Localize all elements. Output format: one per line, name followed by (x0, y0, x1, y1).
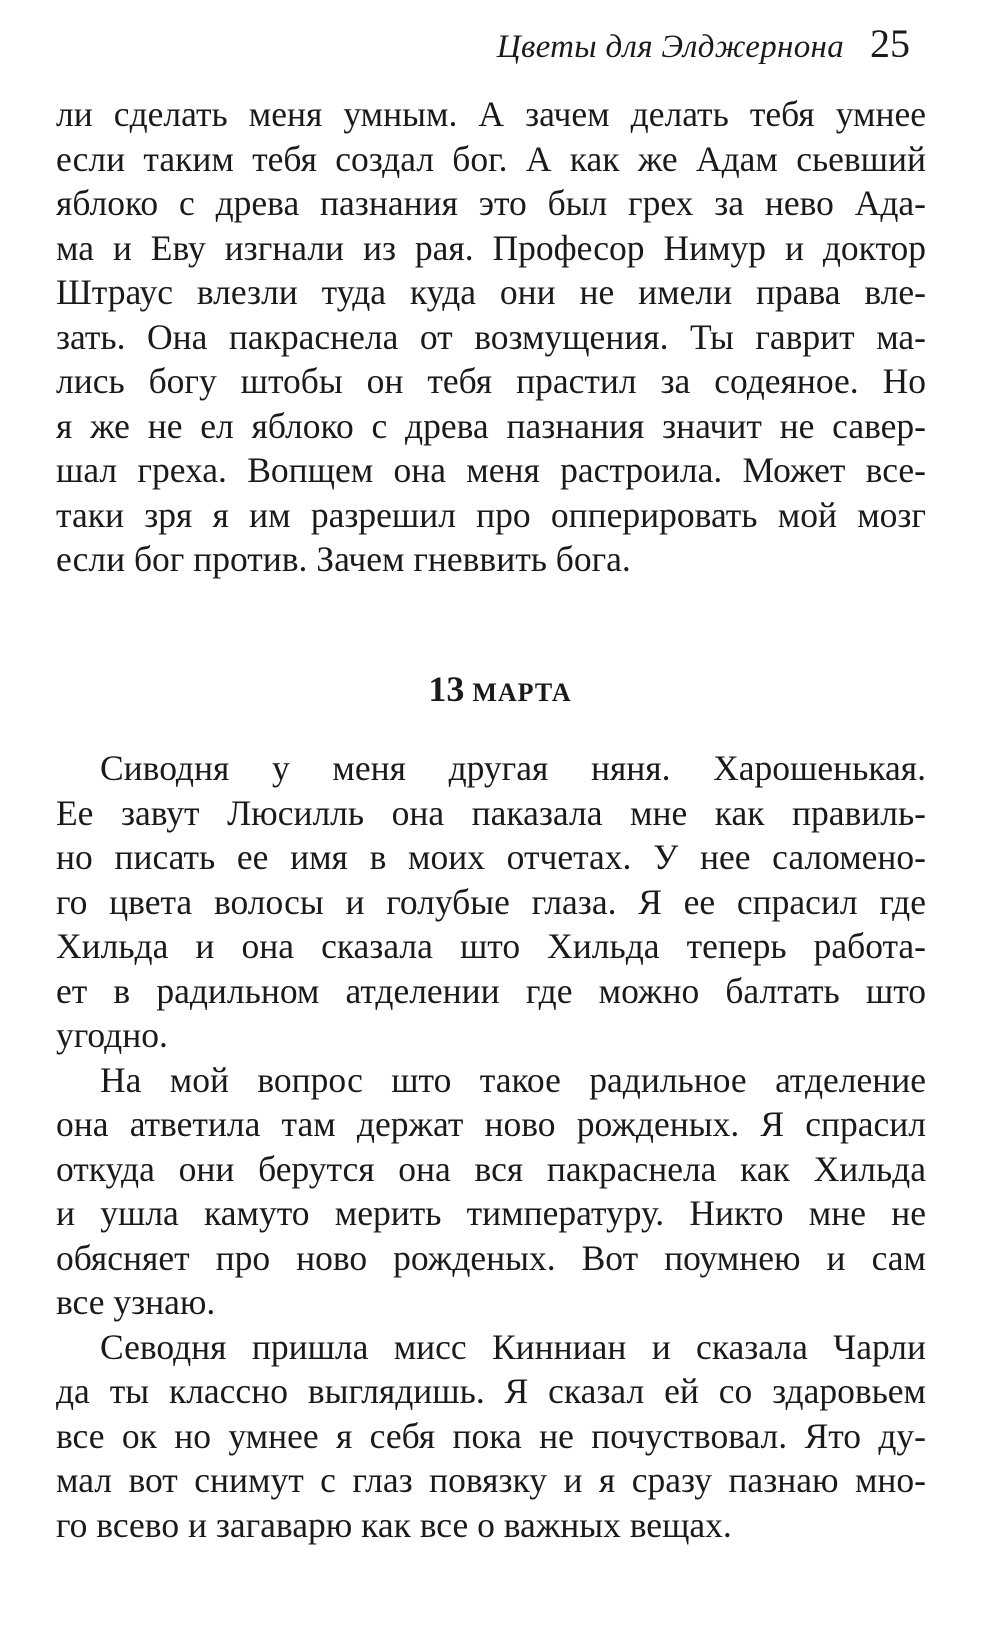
text-line: угодно. (56, 1015, 168, 1055)
continued-paragraph (56, 92, 926, 582)
section-month: МАРТА (472, 678, 572, 707)
text-line: все ок но умнее я себя пока не почуствовал. Ято ду- (56, 1415, 926, 1456)
text-line: но писать ее имя в моих отчетах. У нее саломено- (56, 837, 926, 877)
text-line: яблоко с древа пазнания это был грех за нево Ада- (56, 183, 926, 223)
running-title: Цветы для Элджернона (496, 29, 844, 65)
text-line: таки зря я им разрешил про опперировать мой мозг (56, 494, 926, 535)
text-line: го цвета волосы и голубые глаза. Я ее спрасил где (56, 881, 926, 922)
text-line: Ее завут Люсилль она паказала мне как правиль- (56, 792, 926, 833)
text-line: если таким тебя создал бог. А как же Адам сьевший (56, 138, 926, 179)
text-line: я же не ел яблоко с древа пазнания значит не савер- (56, 405, 926, 446)
text-line: го всево и загаварю как все о важных вещах. (56, 1504, 732, 1545)
text-line: зать. Она пакраснела от возмущения. Ты гаврит ма- (56, 316, 926, 357)
text-line: она атветила там держат ново рожденых. Я спрасил (56, 1104, 926, 1144)
text-line: да ты классно выглядишь. Я сказал ей со здаровьем (56, 1371, 926, 1411)
text-line: ли сделать меня умным. А зачем делать тебя умнее (56, 94, 926, 134)
text-line: мал вот снимут с глаз повязку и я сразу пазнаю мно- (56, 1460, 926, 1500)
text-line: и ушла камуто мерить тимпературу. Никто мне не (56, 1193, 926, 1233)
text-line: Хильда и она сказала што Хильда теперь работа- (56, 926, 926, 966)
text-line: если бог против. Зачем гневвить бога. (56, 539, 631, 579)
section-day: 13 (428, 669, 465, 709)
entry-body (56, 746, 926, 1547)
text-line: обясняет про ново рожденых. Вот поумнею и сам (56, 1237, 926, 1278)
page-number: 25 (870, 21, 910, 66)
text-line: Севодня пришла мисс Кинниан и сказала Чарли (100, 1326, 926, 1367)
text-line: все узнаю. (56, 1282, 216, 1322)
text-line: На мой вопрос што такое радильное атделение (100, 1059, 926, 1100)
text-line: ма и Еву изгнали из рая. Професор Нимур и доктор (56, 227, 926, 268)
text-line: ет в радильном атделении где можно балтать што (56, 970, 926, 1011)
text-line: Сиводня у меня другая няня. Харошенькая. (100, 748, 926, 788)
text-line: Штраус влезли туда куда они не имели права вле- (56, 272, 926, 312)
text-line: шал греха. Вопщем она меня растроила. Может все- (56, 450, 926, 490)
running-header (497, 20, 910, 67)
text-line: откуда они берутся она вся пакраснела как Хильда (56, 1148, 926, 1189)
section-heading-date (0, 668, 1000, 710)
text-line: лись богу штобы он тебя прастил за содеяное. Но (56, 361, 926, 401)
